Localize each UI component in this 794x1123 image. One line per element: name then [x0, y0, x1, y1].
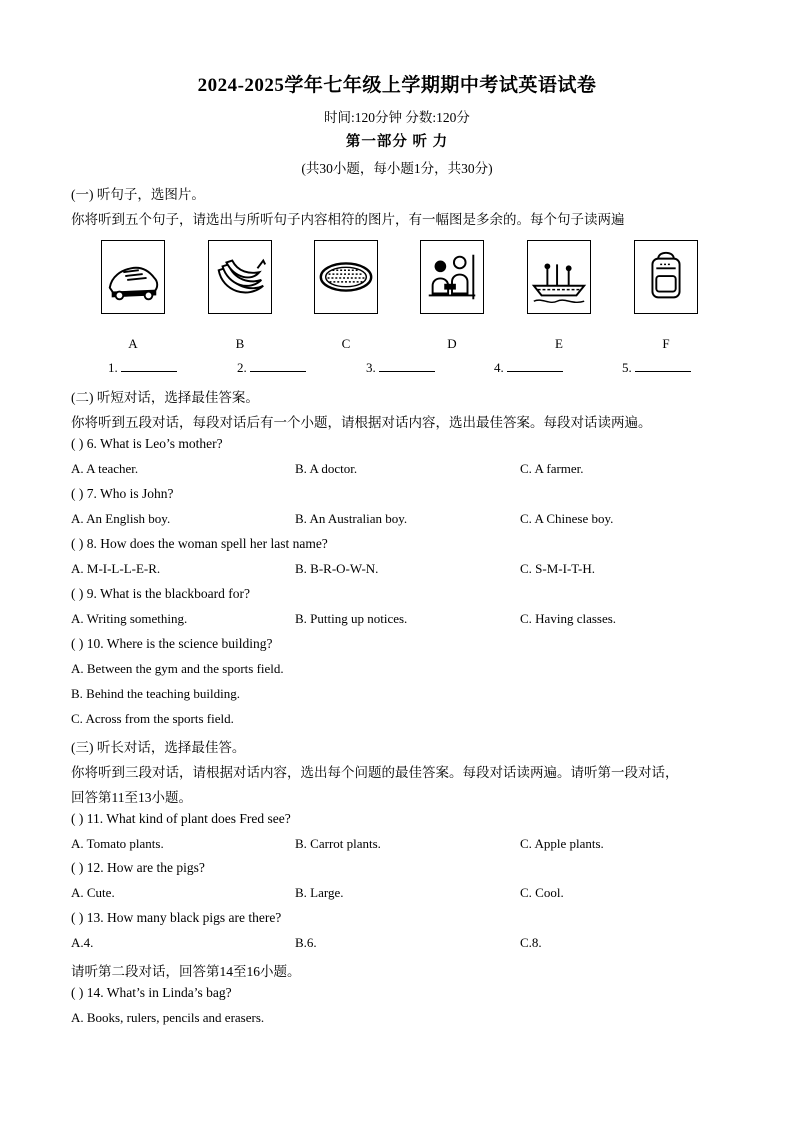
part-heading: 第一部分 听 力 [345, 134, 449, 150]
q12-option-b[interactable]: B. Large. [295, 885, 344, 900]
q10-option-c[interactable]: C. Across from the sports field. [71, 711, 234, 726]
question-10: ( ) 10. Where is the science building? [71, 636, 273, 651]
q6-option-a[interactable]: A. A teacher. [71, 461, 139, 476]
answer-blank-5[interactable] [622, 360, 691, 376]
picture-letter: A [128, 336, 138, 351]
blank-number: 5. [622, 360, 632, 375]
family-icon [420, 240, 484, 314]
section1-instructions: 你将听到五个句子，请选出与所听句子内容相符的图片，有一幅图是多余的。每个句子读两遍 [71, 212, 625, 227]
q9-option-c[interactable]: C. Having classes. [520, 611, 617, 626]
question-9: ( ) 9. What is the blackboard for? [71, 586, 250, 601]
exam-title: 2024-2025学年七年级上学期期中考试英语试卷 [197, 75, 597, 96]
question-11: ( ) 11. What kind of plant does Fred see? [71, 811, 291, 826]
part-note: (共30小题，每小题1分，共30分) [301, 161, 493, 176]
answer-line [635, 360, 691, 372]
q7-option-c[interactable]: C. A Chinese boy. [520, 511, 614, 526]
section3-instructions: 你将听到三段对话，请根据对话内容，选出每个问题的最佳答案。每段对话读两遍。请听第一段对话， [71, 765, 679, 780]
blank-number: 1. [108, 360, 118, 375]
picture-letter: E [555, 336, 563, 351]
answer-blank-4[interactable] [494, 360, 563, 376]
section1-heading: (一) 听句子，选图片。 [71, 187, 205, 202]
section2-instructions: 你将听到五段对话，每段对话后有一个小题，请根据对话内容，选出最佳答案。每段对话读两遍。 [71, 415, 652, 430]
q6-option-c[interactable]: C. A farmer. [520, 461, 584, 476]
question-7: ( ) 7. Who is John? [71, 486, 174, 501]
question-14: ( ) 14. What’s in Linda’s bag? [71, 985, 232, 1000]
q8-option-a[interactable]: A. M-I-L-L-E-R. [71, 561, 161, 576]
q13-option-c[interactable]: C.8. [520, 935, 542, 950]
q10-option-b[interactable]: B. Behind the teaching building. [71, 686, 240, 701]
q9-option-b[interactable]: B. Putting up notices. [295, 611, 408, 626]
picture-letter: D [447, 336, 457, 351]
q7-option-a[interactable]: A. An English boy. [71, 511, 171, 526]
section3-heading: (三) 听长对话，选择最佳答。 [71, 740, 246, 755]
picture-letter: F [662, 336, 670, 351]
answer-blank-2[interactable] [237, 360, 306, 376]
picture-letter: B [235, 336, 245, 351]
backpack-icon [634, 240, 698, 314]
q7-option-b[interactable]: B. An Australian boy. [295, 511, 408, 526]
q11-option-a[interactable]: A. Tomato plants. [71, 836, 164, 851]
q8-option-b[interactable]: B. B-R-O-W-N. [295, 561, 379, 576]
answer-line [250, 360, 306, 372]
section2-heading: (二) 听短对话，选择最佳答案。 [71, 390, 259, 405]
q8-option-c[interactable]: C. S-M-I-T-H. [520, 561, 595, 576]
answer-line [121, 360, 177, 372]
q12-option-c[interactable]: C. Cool. [520, 885, 564, 900]
q14-option-a[interactable]: A. Books, rulers, pencils and erasers. [71, 1010, 265, 1025]
blank-number: 2. [237, 360, 247, 375]
boat-icon [527, 240, 591, 314]
answer-line [507, 360, 563, 372]
exam-meta: 时间:120分钟 分数:120分 [324, 110, 470, 125]
sneaker-icon [101, 240, 165, 314]
q11-option-c[interactable]: C. Apple plants. [520, 836, 604, 851]
question-13: ( ) 13. How many black pigs are there? [71, 910, 282, 925]
blank-number: 4. [494, 360, 504, 375]
question-6: ( ) 6. What is Leo’s mother? [71, 436, 223, 451]
q10-option-a[interactable]: A. Between the gym and the sports field. [71, 661, 284, 676]
answer-line [379, 360, 435, 372]
q6-option-b[interactable]: B. A doctor. [295, 461, 358, 476]
blank-number: 3. [366, 360, 376, 375]
answer-blank-3[interactable] [366, 360, 435, 376]
question-12: ( ) 12. How are the pigs? [71, 860, 205, 875]
answer-blank-1[interactable] [108, 360, 177, 376]
q9-option-a[interactable]: A. Writing something. [71, 611, 188, 626]
bread-icon [314, 240, 378, 314]
dialog2-instructions: 请听第二段对话，回答第14至16小题。 [71, 964, 301, 979]
section3-instructions-cont: 回答第11至13小题。 [71, 790, 192, 805]
q13-option-b[interactable]: B.6. [295, 935, 317, 950]
q12-option-a[interactable]: A. Cute. [71, 885, 115, 900]
question-8: ( ) 8. How does the woman spell her last name? [71, 536, 328, 551]
picture-letter: C [341, 336, 351, 351]
bananas-icon [208, 240, 272, 314]
q11-option-b[interactable]: B. Carrot plants. [295, 836, 381, 851]
q13-option-a[interactable]: A.4. [71, 935, 94, 950]
